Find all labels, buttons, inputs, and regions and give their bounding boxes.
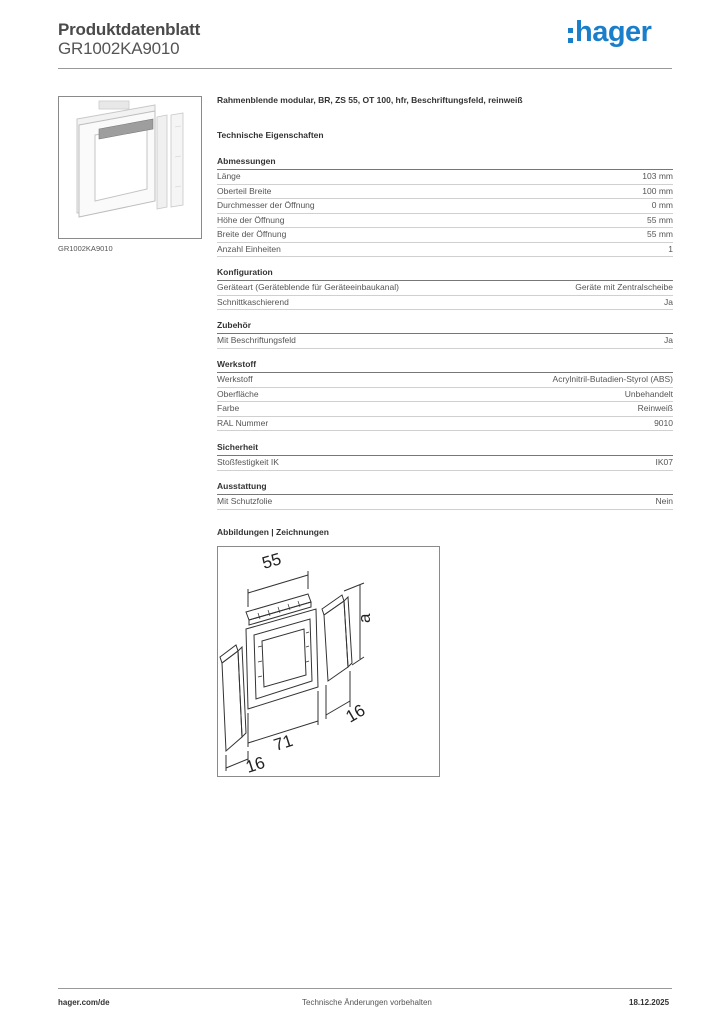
spec-value: 55 mm xyxy=(647,214,673,225)
technical-properties-heading: Technische Eigenschaften xyxy=(217,130,324,140)
product-description: Rahmenblende modular, BR, ZS 55, OT 100, hfr, Beschriftungsfeld, reinweiß xyxy=(217,95,523,105)
product-image xyxy=(58,96,202,239)
spec-value: 9010 xyxy=(654,417,673,428)
group-dimensions xyxy=(217,156,673,257)
logo-text: hager xyxy=(575,15,652,48)
logo-dots-icon xyxy=(568,28,573,43)
spec-label: Mit Schutzfolie xyxy=(217,496,273,506)
spec-label: Anzahl Einheiten xyxy=(217,243,281,254)
spec-value: Geräte mit Zentralscheibe xyxy=(575,282,673,292)
spec-row xyxy=(217,296,673,311)
spec-value: 1 xyxy=(668,243,673,254)
spec-row xyxy=(217,214,673,229)
header-divider xyxy=(58,68,672,69)
spec-label: Durchmesser der Öffnung xyxy=(217,200,315,210)
group-material xyxy=(217,359,673,431)
technical-drawing xyxy=(217,546,440,777)
spec-row xyxy=(217,402,673,417)
dimension-drawing xyxy=(218,547,439,776)
spec-row xyxy=(217,334,673,349)
spec-value: 103 mm xyxy=(642,171,673,181)
group-title: Abmessungen xyxy=(217,156,673,170)
spec-label: Schnittkaschierend xyxy=(217,296,289,307)
spec-value: IK07 xyxy=(655,457,673,467)
spec-label: Breite der Öffnung xyxy=(217,229,287,239)
group-title: Sicherheit xyxy=(217,442,673,456)
spec-value: Ja xyxy=(664,296,673,307)
drawings-heading: Abbildungen | Zeichnungen xyxy=(217,527,329,537)
spec-value: 0 mm xyxy=(651,200,673,210)
product-image-caption: GR1002KA9010 xyxy=(58,244,113,253)
footer-notice: Technische Änderungen vorbehalten xyxy=(302,998,432,1007)
spec-row xyxy=(217,495,673,510)
dimension-71-label: 71 xyxy=(271,730,296,755)
footer-date: 18.12.2025 xyxy=(629,998,670,1007)
spec-label: Farbe xyxy=(217,403,240,413)
dimension-a-label: a xyxy=(355,613,374,623)
spec-row xyxy=(217,417,673,432)
spec-label: Stoßfestigkeit IK xyxy=(217,457,279,467)
spec-row xyxy=(217,373,673,388)
spec-label: Mit Beschriftungsfeld xyxy=(217,335,296,345)
spec-row xyxy=(217,243,673,258)
spec-value: Nein xyxy=(655,496,673,506)
spec-row xyxy=(217,388,673,403)
spec-label: Geräteart (Geräteblende für Geräteeinbaukanal) xyxy=(217,282,399,292)
document-title: Produktdatenblatt xyxy=(58,20,201,39)
dimension-55-label: 55 xyxy=(259,549,284,573)
group-title: Konfiguration xyxy=(217,267,673,281)
spec-row xyxy=(217,199,673,214)
group-equipment xyxy=(217,481,673,510)
dimension-16-left-label: 16 xyxy=(243,752,268,776)
spec-value: Ja xyxy=(664,335,673,345)
group-title: Zubehör xyxy=(217,320,673,334)
spec-label: Höhe der Öffnung xyxy=(217,214,285,225)
spec-value: Acrylnitril-Butadien-Styrol (ABS) xyxy=(552,374,673,384)
spec-label: Länge xyxy=(217,171,241,181)
spec-label: RAL Nummer xyxy=(217,417,269,428)
spec-value: Unbehandelt xyxy=(624,388,673,399)
product-code: GR1002KA9010 xyxy=(58,39,180,58)
group-title: Werkstoff xyxy=(217,359,673,373)
spec-row xyxy=(217,228,673,243)
group-safety xyxy=(217,442,673,471)
spec-label: Oberteil Breite xyxy=(217,185,272,196)
group-accessories xyxy=(217,320,673,349)
spec-row xyxy=(217,185,673,200)
spec-value: 55 mm xyxy=(647,229,673,239)
spec-label: Oberfläche xyxy=(217,388,259,399)
spec-label: Werkstoff xyxy=(217,374,253,384)
spec-value: Reinweiß xyxy=(637,403,673,413)
dimension-16-right-label: 16 xyxy=(342,700,369,727)
footer-divider xyxy=(58,988,672,989)
group-configuration xyxy=(217,267,673,310)
product-frame-illustration xyxy=(59,97,201,238)
spec-value: 100 mm xyxy=(642,185,673,196)
footer-website-link[interactable]: hager.com/de xyxy=(58,998,110,1007)
spec-row xyxy=(217,281,673,296)
group-title: Ausstattung xyxy=(217,481,673,495)
spec-row xyxy=(217,170,673,185)
hager-logo xyxy=(568,15,651,49)
spec-row xyxy=(217,456,673,471)
